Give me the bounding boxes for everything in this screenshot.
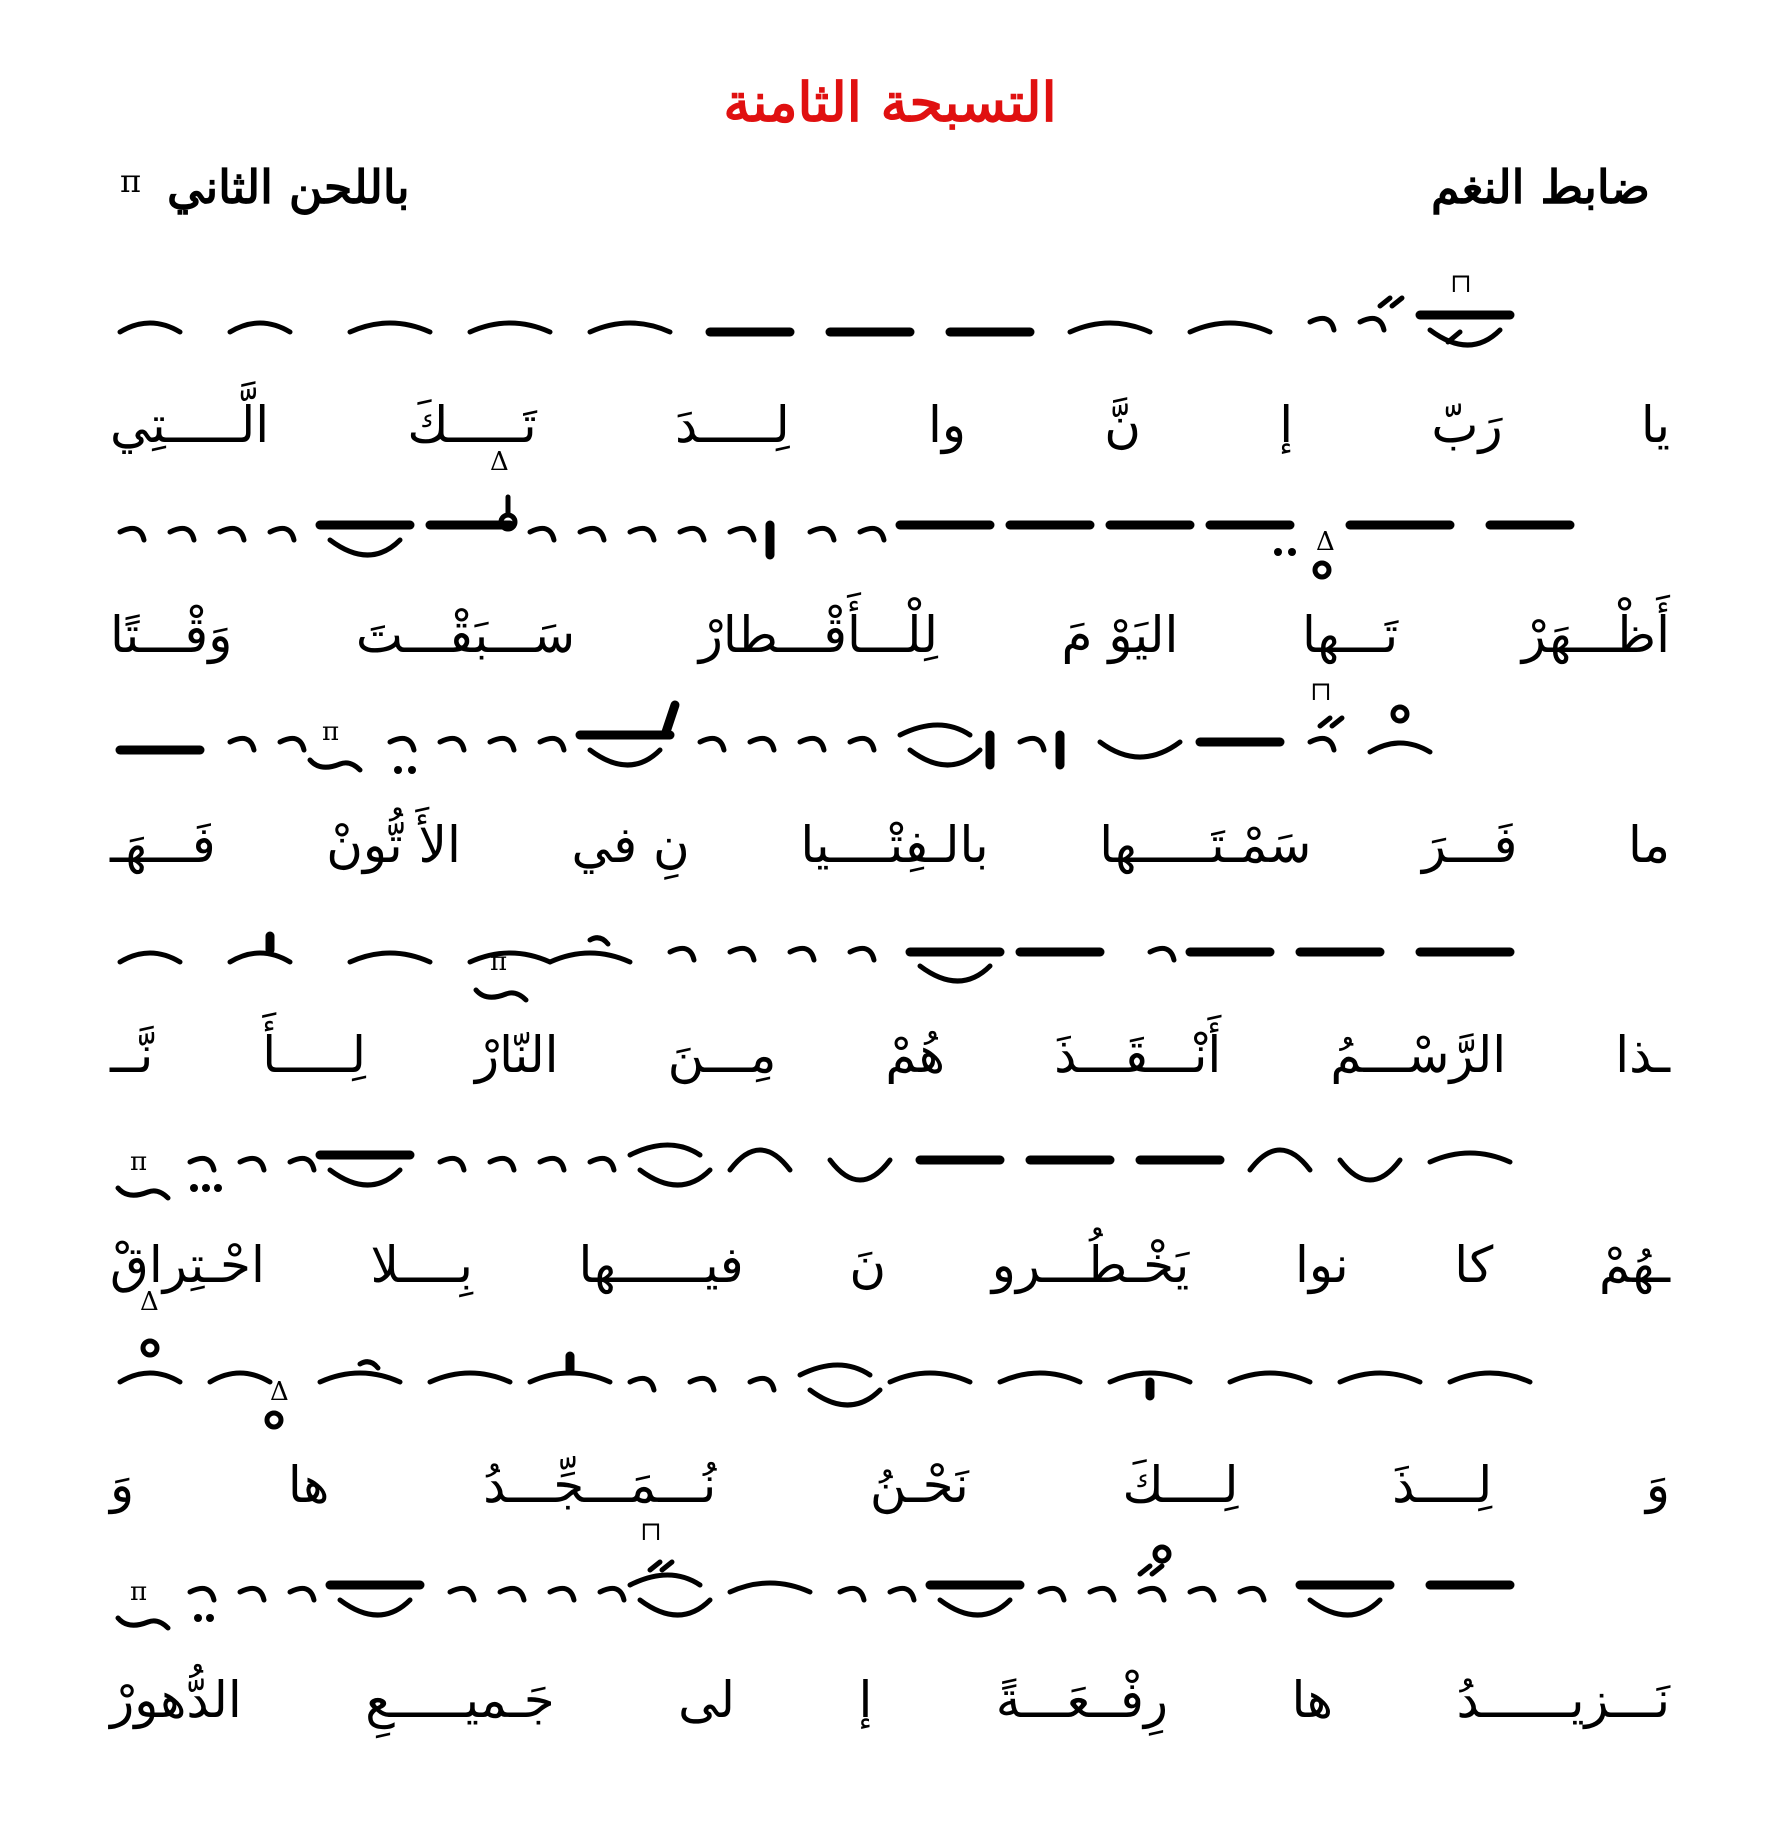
- lyric-word: لى: [678, 1671, 735, 1729]
- neume-row-2: [110, 447, 1670, 590]
- lyric-word: الرَّسْـــمُ: [1330, 1026, 1507, 1084]
- tone-sign-icon: π: [120, 162, 142, 200]
- lyric-word: أَظْـــهَرْ: [1521, 606, 1670, 664]
- lyric-word: مِـــنَ: [667, 1026, 777, 1084]
- lyric-word: لِـــــدَ: [674, 396, 790, 454]
- header-mode: [120, 160, 410, 214]
- lyric-word: كا: [1454, 1236, 1494, 1294]
- lyric-word: نَّــ: [110, 1026, 154, 1084]
- neume-row-3: [110, 677, 1670, 800]
- neume-row-5: [110, 1110, 1670, 1220]
- lyric-word: ها: [287, 1456, 330, 1514]
- lyric-word: إ: [1279, 396, 1294, 454]
- lyric-word: ها: [1291, 1671, 1334, 1729]
- neume-line-6: [110, 1287, 1670, 1440]
- lyric-word: نوا: [1294, 1236, 1349, 1294]
- neume-line-2: [110, 447, 1670, 590]
- martyria-sign-2: π: [490, 947, 508, 977]
- lyric-word: جَـميـــــعِ: [365, 1671, 555, 1729]
- lyric-word: فَـــهَـ: [110, 816, 216, 874]
- neume-row-7: [110, 1517, 1670, 1670]
- lyric-word: يا: [1640, 396, 1670, 454]
- lyrics-line-3: [110, 800, 1670, 874]
- lyric-word: نُـــمَـــجِّـــدُ: [483, 1456, 717, 1514]
- lyric-word: وَ: [1645, 1456, 1670, 1514]
- qualifier-bracket-1: ⊓: [1450, 269, 1472, 299]
- lyric-word: فَـــرَ: [1421, 816, 1518, 874]
- lyric-word: إ: [858, 1671, 873, 1729]
- qualifier-triangle-1: Δ: [490, 447, 509, 477]
- lyric-word: نَ: [849, 1236, 887, 1294]
- lyric-word: فيــــــها: [578, 1236, 744, 1294]
- lyrics-line-2: [110, 590, 1670, 664]
- lyric-word: الَّـــــتِي: [110, 396, 270, 454]
- martyria-sign-4: π: [130, 1577, 148, 1607]
- lyric-word: سَمْـتَـــــها: [1099, 816, 1312, 874]
- page-title: التسبحة الثامنة: [723, 70, 1057, 134]
- lyric-word: هُمْ: [885, 1026, 946, 1084]
- lyric-word: رِفْــعَـــةً: [995, 1671, 1168, 1729]
- qualifier-triangle-3: Δ: [140, 1287, 159, 1317]
- lyrics-line-1: [110, 380, 1670, 454]
- neume-row-1: [110, 270, 1670, 380]
- lyrics-line-4: [110, 1010, 1670, 1084]
- neume-row-4: [110, 900, 1670, 1010]
- lyric-word: الأَ تُّونْ: [326, 816, 461, 874]
- lyric-word: اليَوْ مَ: [1061, 606, 1179, 664]
- lyric-word: الدُّهورْ: [110, 1671, 242, 1729]
- lyric-word: سَـــبَقْـــتَ: [355, 606, 576, 664]
- lyric-word: نَحْـنُ: [869, 1456, 969, 1514]
- lyric-word: بِــــلا: [370, 1236, 473, 1294]
- qualifier-bracket-2: ⊓: [1310, 677, 1332, 707]
- lyric-word: تَـــها: [1302, 606, 1399, 664]
- lyric-word: أَنْـــقَـــذَ: [1054, 1026, 1222, 1084]
- lyric-word: ـهُمْ: [1599, 1236, 1670, 1294]
- lyric-word: نَّ: [1104, 396, 1141, 454]
- lyric-word: وَقْـــتًا: [110, 606, 233, 664]
- lyric-word: لِـــــأَ: [262, 1026, 366, 1084]
- lyric-word: وا: [927, 396, 966, 454]
- lyric-word: يَخْـطُـــرو: [991, 1236, 1190, 1294]
- qualifier-bracket-3: ⊓: [640, 1517, 662, 1547]
- qualifier-triangle-2: Δ: [1316, 527, 1335, 557]
- lyric-word: رَبّ: [1431, 396, 1503, 454]
- lyric-word: نَـــزيــــــدُ: [1456, 1671, 1670, 1729]
- neume-line-4: [110, 900, 1670, 1010]
- lyric-word: ـذا: [1615, 1026, 1670, 1084]
- martyria-sign-3: π: [130, 1147, 148, 1177]
- lyric-word: ما: [1627, 816, 1670, 874]
- lyric-word: لِلْـــأَقْـــطارْ: [698, 606, 938, 664]
- lyric-word: النّارْ: [474, 1026, 559, 1084]
- header-tone-label: ضابط النغم: [1430, 160, 1650, 214]
- neume-row-6: [110, 1287, 1670, 1440]
- lyric-word: بالـفِتْــــيا: [800, 816, 989, 874]
- lyric-word: وَ: [110, 1456, 135, 1514]
- lyric-word: لِــــذَ: [1392, 1456, 1493, 1514]
- lyrics-line-5: [110, 1220, 1670, 1294]
- neume-line-1: [110, 270, 1670, 380]
- lyric-word: نِ في: [571, 816, 690, 874]
- neume-line-7: [110, 1517, 1670, 1670]
- lyric-word: لِــــكَ: [1122, 1456, 1239, 1514]
- neume-line-5: [110, 1110, 1670, 1220]
- lyric-word: احْـتِراقْ: [110, 1236, 265, 1294]
- martyria-sign-1: π: [322, 717, 340, 747]
- neume-line-3: [110, 677, 1670, 800]
- qualifier-triangle-4: Δ: [270, 1377, 289, 1407]
- header-mode-label: باللحن الثاني: [167, 160, 410, 214]
- lyrics-line-6: [110, 1440, 1670, 1514]
- lyric-word: تَـــــكَ: [407, 396, 537, 454]
- lyrics-line-7: [110, 1655, 1670, 1729]
